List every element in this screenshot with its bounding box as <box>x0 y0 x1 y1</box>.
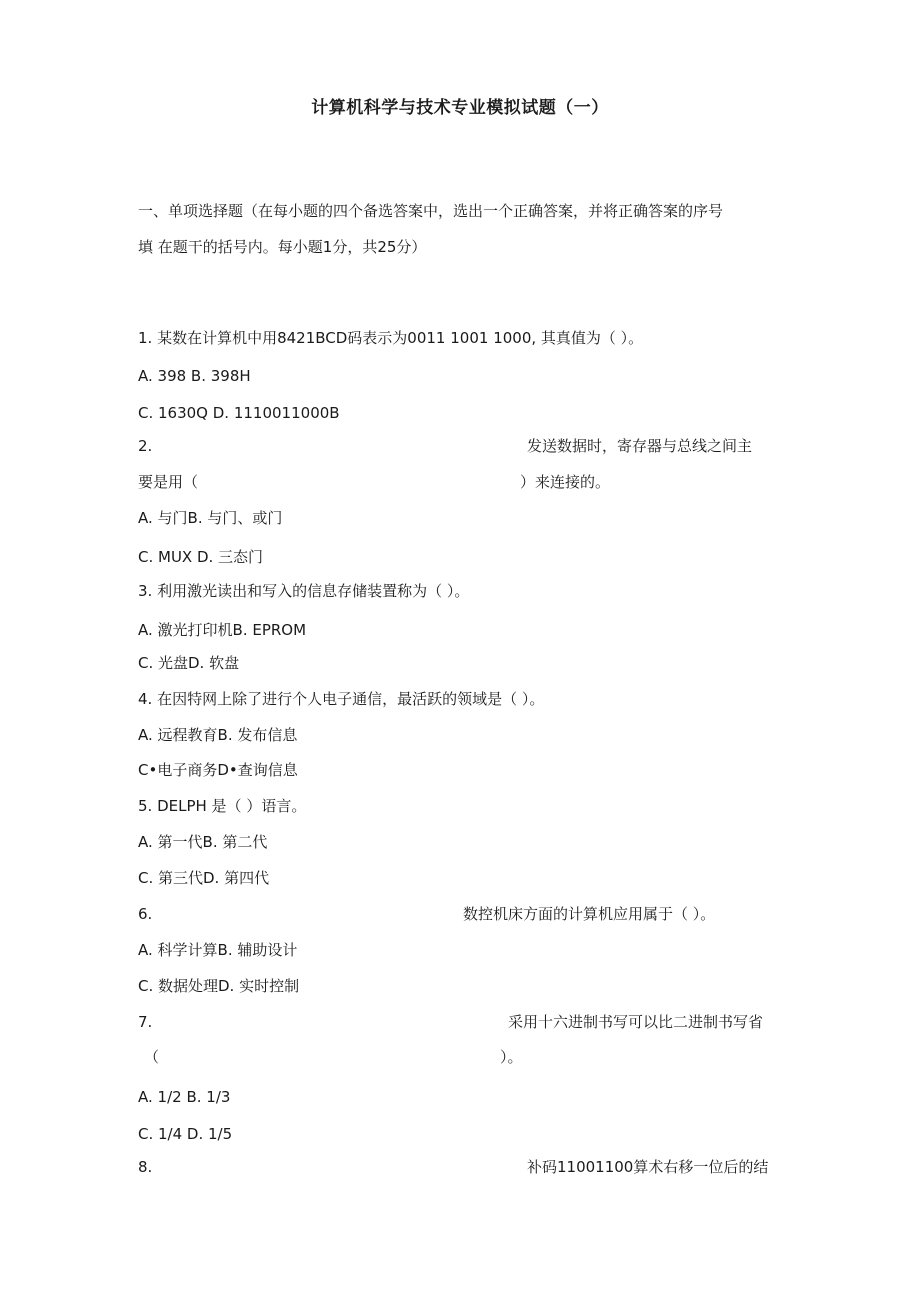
section-heading-line1: 一、单项选择题（在每小题的四个备选答案中，选出一个正确答案，并将正确答案的序号 <box>138 202 724 220</box>
question-8-number: 8. <box>138 1158 153 1176</box>
question-6-options-cd: C. 数据处理D. 实时控制 <box>138 977 300 995</box>
question-2-options-cd: C. MUX D. 三态门 <box>138 548 264 566</box>
question-7-number: 7. <box>138 1013 153 1031</box>
question-3-options-cd: C. 光盘D. 软盘 <box>138 654 240 672</box>
question-6-text: 数控机床方面的计算机应用属于（ ）。 <box>463 905 716 923</box>
question-2-cont-left: 要是用（ <box>138 473 199 491</box>
question-2-text: 发送数据时，寄存器与总线之间主 <box>527 437 753 455</box>
question-4: 4. 在因特网上除了进行个人电子通信，最活跃的领域是（ ）。 <box>138 690 545 708</box>
question-7-cont-left: （ <box>144 1048 160 1066</box>
question-7-text: 采用十六进制书写可以比二进制书写省 <box>508 1013 764 1031</box>
question-2-number: 2. <box>138 437 153 455</box>
question-4-options-cd: C•电子商务D•查询信息 <box>138 761 298 779</box>
question-3-options-ab: A. 激光打印机B. EPROM <box>138 621 307 639</box>
question-8-text: 补码11001100算术右移一位后的结 <box>527 1158 769 1176</box>
question-7-options-ab: A. 1/2 B. 1/3 <box>138 1088 231 1106</box>
question-5-options-cd: C. 第三代D. 第四代 <box>138 869 270 887</box>
question-2-cont-right: ）来连接的。 <box>520 473 611 491</box>
section-heading-line2: 填 在题干的括号内。每小题1分，共25分） <box>138 238 427 256</box>
question-6-options-ab: A. 科学计算B. 辅助设计 <box>138 941 298 959</box>
page-title: 计算机科学与技术专业模拟试题（一） <box>311 98 609 118</box>
question-7-options-cd: C. 1/4 D. 1/5 <box>138 1125 233 1143</box>
question-1-options-ab: A. 398 B. 398H <box>138 367 251 385</box>
question-3: 3. 利用激光读出和写入的信息存储装置称为（ ）。 <box>138 582 470 600</box>
question-1-options-cd: C. 1630Q D. 1110011000B <box>138 404 340 422</box>
question-5-options-ab: A. 第一代B. 第二代 <box>138 833 268 851</box>
question-2-options-ab: A. 与门B. 与门、或门 <box>138 509 283 527</box>
question-5: 5. DELPH 是（ ）语言。 <box>138 797 307 815</box>
question-7-cont-right: ）。 <box>500 1048 523 1066</box>
question-1: 1. 某数在计算机中用8421BCD码表示为0011 1001 1000, 其真值为（ ）。 <box>138 329 644 347</box>
question-6-number: 6. <box>138 905 153 923</box>
question-4-options-ab: A. 远程教育B. 发布信息 <box>138 726 298 744</box>
